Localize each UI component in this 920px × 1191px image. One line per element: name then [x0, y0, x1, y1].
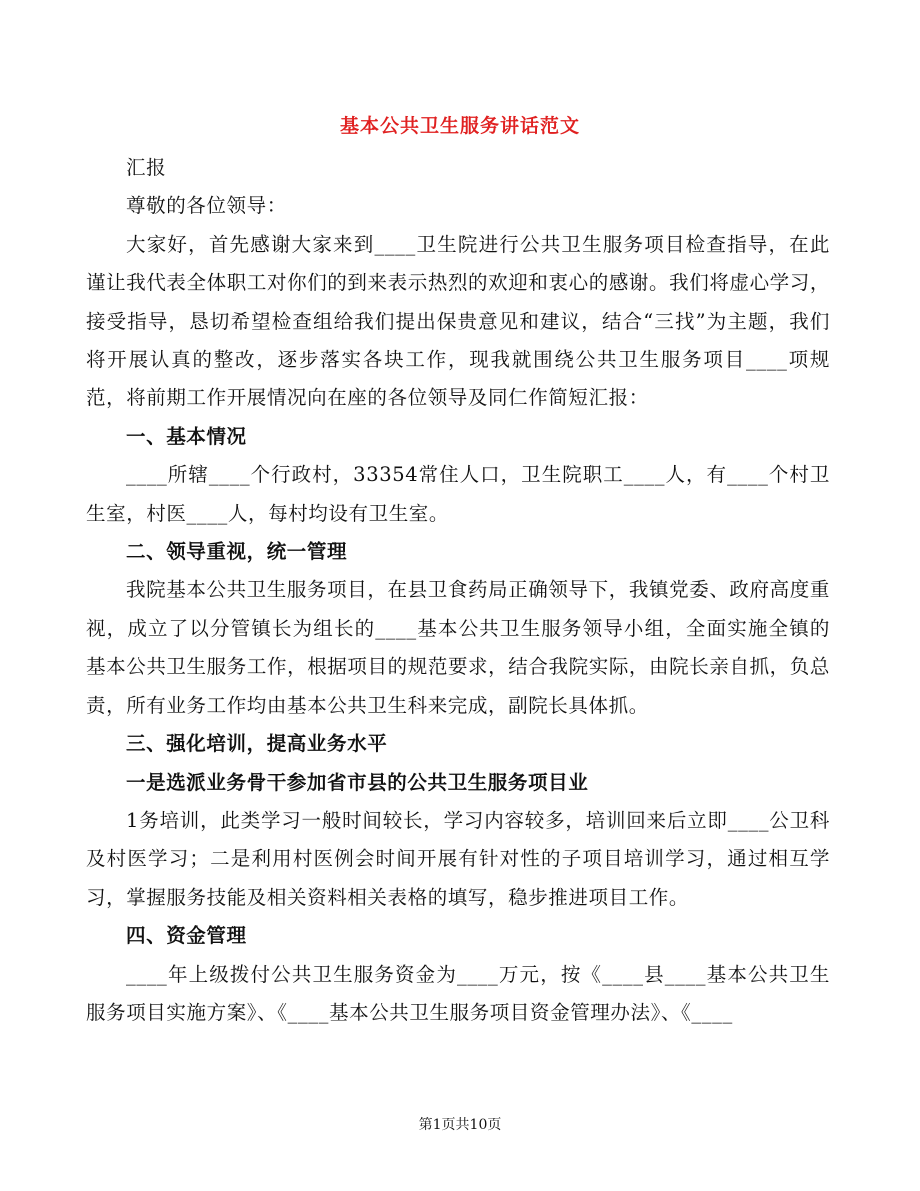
section-heading: 一、基本情况 — [126, 424, 247, 448]
paragraph: ____所辖____个行政村，33354常住人口，卫生院职工____人，有____个村卫生室，村医____人，每村均设有卫生室。 — [86, 463, 830, 525]
page-footer: 第1页共10页 — [418, 1117, 502, 1133]
document-title: 基本公共卫生服务讲话范文 — [339, 115, 580, 137]
paragraph: 1务培训，此类学习一般时间较长，学习内容较多，培训回来后立即____公卫科及村医学习；二是利用村医例会时间开展有针对性的子项目培训学习，通过相互学习，掌握服务技能及相关资料相关表格的填写，稳步推进项目工作。 — [86, 808, 830, 909]
section-heading: 一是选派业务骨干参加省市县的公共卫生服务项目业 — [126, 770, 589, 794]
paragraph: 大家好，首先感谢大家来到____卫生院进行公共卫生服务项目检查指导，在此谨让我代表全体职工对你们的到来表示热烈的欢迎和衷心的感谢。我们将虚心学习，接受指导，恳切希望检查组给我们提出保贵意见和建议，结合“三找”为主题，我们将开展认真的整改，逐步落实各块工作，现我就围绕公共卫生服务项目____项规范，将前期工作开展情况向在座的各位领导及同仁作简短汇报： — [86, 232, 830, 410]
paragraph: 我院基本公共卫生服务项目，在县卫食药局正确领导下，我镇党委、政府高度重视，成立了以分管镇长为组长的____基本公共卫生服务领导小组，全面实施全镇的基本公共卫生服务工作，根据项目的规范要求，结合我院实际，由院长亲自抓，负总责，所有业务工作均由基本公共卫生科来完成，副院长具体抓。 — [86, 578, 830, 717]
paragraph: 尊敬的各位领导： — [126, 194, 287, 218]
section-heading: 三、强化培训，提高业务水平 — [126, 732, 388, 756]
paragraph: 汇报 — [126, 156, 167, 179]
section-heading: 二、领导重视，统一管理 — [126, 540, 348, 564]
paragraph: ____年上级拨付公共卫生服务资金为____万元，按《____县____基本公共卫生服务项目实施方案》、《____基本公共卫生服务项目资金管理办法》、《____ — [86, 962, 830, 1024]
section-heading: 四、资金管理 — [126, 924, 247, 948]
document-body — [86, 149, 830, 1032]
